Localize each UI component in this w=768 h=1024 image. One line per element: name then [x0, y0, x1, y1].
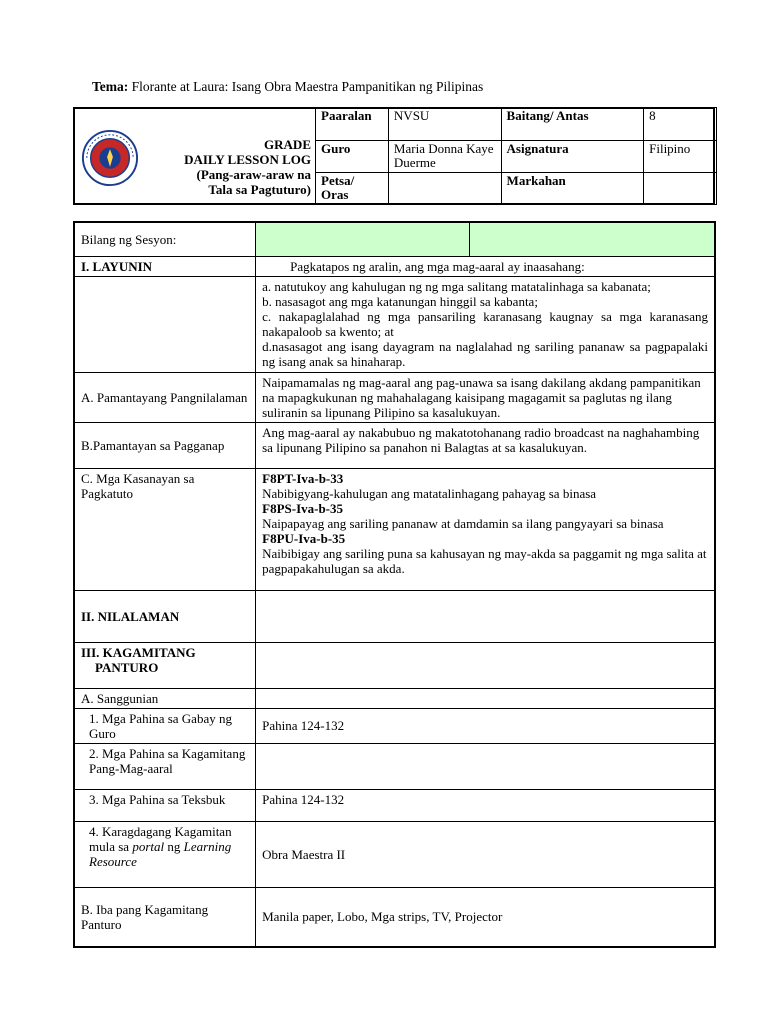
kagamitan-label: [74, 642, 256, 688]
asignatura-label: Asignatura: [501, 141, 644, 172]
objective-b: b. nasasagot ang mga katanungan hinggil sa kabanta;: [262, 293, 538, 309]
objectives-blank: [74, 276, 256, 372]
gabay-label: 1. Mga Pahina sa Gabay ng Guro: [74, 708, 256, 743]
table-row: [74, 256, 715, 276]
table-row: [74, 590, 715, 642]
paganap-value: Ang mag-aaral ay nakabubuo ng makatotohanang radio broadcast na naghahambing sa lipunang Pilipino sa panahon ni Balagtas at sa kasalukuyan.: [256, 422, 715, 468]
markahan-value: [644, 172, 717, 204]
lesson-theme: [92, 79, 483, 95]
nilalaman-label: II. NILALAMAN: [74, 590, 256, 642]
kasanayan-text-3: Naibibigay ang sariling puna sa kahusayan ng may-akda sa paggamit ng mga salita at pagpapakahulugan sa akda.: [262, 545, 707, 576]
karagdagan-label: [74, 821, 256, 887]
kagamitan-value: [256, 642, 715, 688]
teksbuk-label: 3. Mga Pahina sa Teksbuk: [74, 789, 256, 821]
paganap-label: B.Pamantayan sa Pagganap: [74, 422, 256, 468]
guro-label: Guro: [316, 141, 389, 172]
lesson-table: [73, 221, 716, 948]
dll-subtitle-1: (Pang-araw-araw na: [196, 167, 311, 182]
baitang-label: Baitang/ Antas: [501, 108, 644, 141]
nilalaman-value: [256, 590, 715, 642]
karagdagan-portal: portal: [132, 838, 165, 854]
table-row: [74, 276, 715, 372]
theme-label: Tema:: [92, 79, 129, 94]
pamantayang-value: Naipamamalas ng mag-aaral ang pag-unawa sa isang dakilang akdang pampanitikan na mapagkukunan ng mahahalagang kaisipang magagamit sa paglutas ng ilang suliranin sa lipunang Pilipino sa kasalukuyan.: [256, 372, 715, 422]
teksbuk-value: Pahina 124-132: [256, 789, 715, 821]
table-row: [74, 688, 715, 708]
deped-seal-icon: [81, 129, 139, 187]
kasanayan-code-2: F8PS-Iva-b-35: [262, 500, 344, 516]
karagdagan-ng: ng: [164, 838, 184, 854]
table-row: [74, 642, 715, 688]
gabay-value: Pahina 124-132: [256, 708, 715, 743]
markahan-label: Markahan: [501, 172, 644, 204]
objective-d: d.nasasagot ang isang dayagram na naglalahad ng sariling pananaw sa pagpapalaki ng isang anak sa hinaharap.: [262, 338, 708, 369]
objective-a: a. natutukoy ang kahulugan ng ng mga salitang matatalinhaga sa kabanata;: [262, 278, 651, 294]
kagamitan-label-1: III. KAGAMITANG: [81, 644, 196, 660]
table-row: [74, 821, 715, 887]
iba-label: B. Iba pang Kagamitang Panturo: [74, 887, 256, 947]
table-row: [74, 887, 715, 947]
objective-c: c. nakapaglalahad ng mga pansariling karanasang kaugnay sa mga karanasang nakapaloob sa kwento; at: [262, 308, 708, 339]
table-row: [74, 789, 715, 821]
kasanayan-text-2: Naipapayag ang sariling pananaw at damdamin sa ilang pangyayari sa binasa: [262, 515, 664, 531]
table-row: [74, 222, 715, 256]
paaralan-label: Paaralan: [316, 108, 389, 141]
paaralan-value: NVSU: [388, 108, 501, 141]
baitang-value: 8: [644, 108, 717, 141]
kasanayan-code-3: F8PU-Iva-b-35: [262, 530, 346, 546]
table-row: [74, 372, 715, 422]
kasanayan-list: [256, 468, 715, 590]
table-row: [74, 743, 715, 789]
karagdagan-value: Obra Maestra II: [256, 821, 715, 887]
layunin-intro: Pagkatapos ng aralin, ang mga mag-aaral ay inaasahang:: [256, 256, 715, 276]
bilang-cell-1: [256, 222, 470, 256]
petsa-label: Petsa/ Oras: [316, 172, 389, 204]
sanggunian-label: A. Sanggunian: [74, 688, 256, 708]
table-row: [74, 422, 715, 468]
bilang-cell-2: [470, 222, 715, 256]
pamantayang-label: A. Pamantayang Pangnilalaman: [74, 372, 256, 422]
karagdagan-lr: Learning Resource: [89, 838, 232, 869]
iba-value: Manila paper, Lobo, Mga strips, TV, Projector: [256, 887, 715, 947]
theme-text: Florante at Laura: Isang Obra Maestra Pampanitikan ng Pilipinas: [128, 79, 484, 94]
dll-title: [184, 137, 311, 197]
dll-label: DAILY LESSON LOG: [184, 152, 311, 167]
asignatura-value: Filipino: [644, 141, 717, 172]
kasanayan-label: C. Mga Kasanayan sa Pagkatuto: [74, 468, 256, 590]
layunin-label: I. LAYUNIN: [74, 256, 256, 276]
kagamitang-value: [256, 743, 715, 789]
header-info-grid: [315, 107, 717, 205]
dll-subtitle-2: Tala sa Pagtuturo): [208, 182, 311, 197]
bilang-label: Bilang ng Sesyon:: [74, 222, 256, 256]
kagamitang-label: 2. Mga Pahina sa Kagamitang Pang-Mag-aaral: [74, 743, 256, 789]
table-row: [74, 708, 715, 743]
kagamitan-label-2: PANTURO: [95, 659, 159, 675]
header-box: [73, 107, 715, 205]
kasanayan-code-1: F8PT-Iva-b-33: [262, 470, 344, 486]
table-row: [74, 468, 715, 590]
sanggunian-value: [256, 688, 715, 708]
objectives-list: [256, 276, 715, 372]
guro-value: Maria Donna Kaye Duerme: [388, 141, 501, 172]
grade-label: GRADE: [264, 137, 311, 152]
karagdagan-label-a: 4. Karagdagang Kagamitan mula sa: [89, 823, 232, 854]
petsa-value: [388, 172, 501, 204]
kasanayan-text-1: Nabibigyang-kahulugan ang matatalinhagang pahayag sa binasa: [262, 485, 597, 501]
